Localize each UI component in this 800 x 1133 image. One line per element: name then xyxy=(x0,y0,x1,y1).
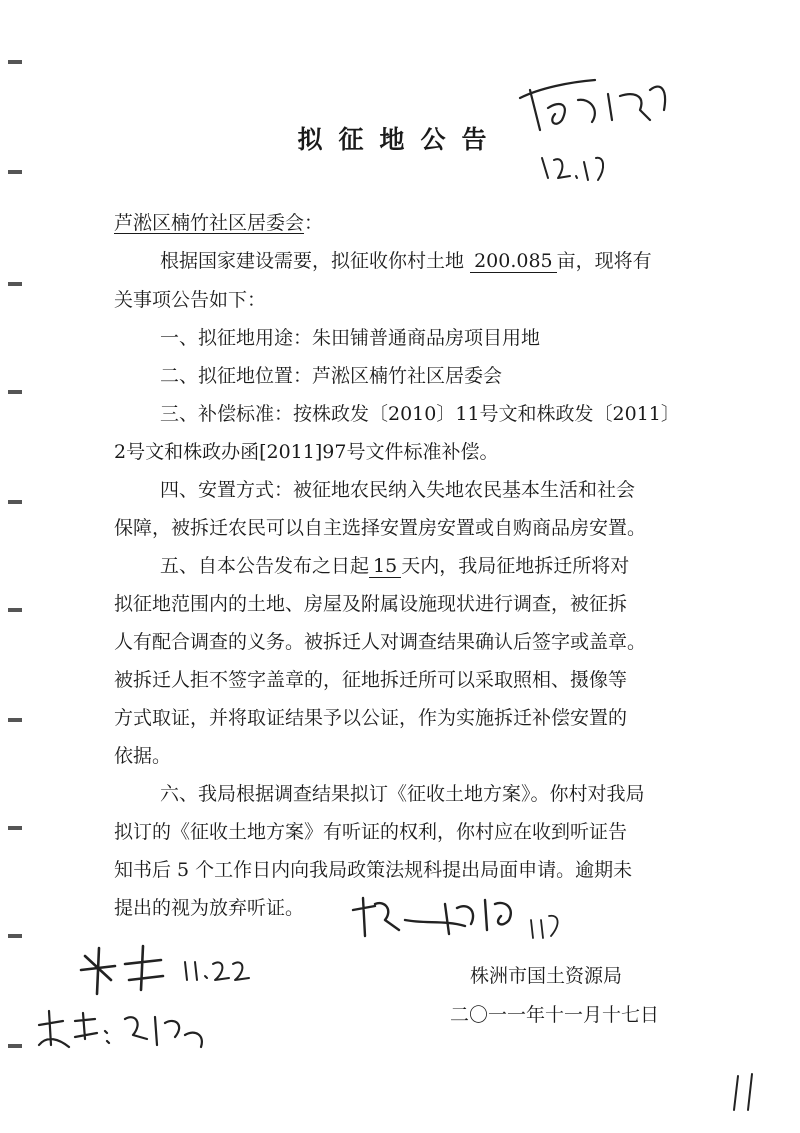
item-6-line-2: 拟订的《征收土地方案》有听证的权利，你村应在收到听证告 xyxy=(114,821,628,843)
document-title: 拟征地公告 xyxy=(297,125,503,154)
approval-date-text xyxy=(185,960,219,974)
item-6-line-4: 提出的视为放弃听证。 xyxy=(114,897,305,919)
item-5-line-4: 被拆迁人拒不签字盖章的，征地拆迁所可以采取照相、摄像等 xyxy=(114,669,628,691)
addressee: 芦淞区楠竹社区居委会 xyxy=(114,212,305,234)
intro-text-post: 亩，现将有 xyxy=(556,250,652,272)
item-6-line-1: 六、我局根据调查结果拟订《征收土地方案》。你村对我局 xyxy=(160,783,645,805)
binder-mark xyxy=(8,934,22,938)
addressee-line xyxy=(114,208,323,235)
days-value: 15 xyxy=(369,555,401,578)
binder-mark xyxy=(8,390,22,394)
signature-mid-date-text xyxy=(530,918,564,932)
addressee-colon: ： xyxy=(304,212,324,234)
binder-mark xyxy=(8,60,22,64)
issue-date: 二〇一一年十一月十七日 xyxy=(450,1004,660,1026)
land-area-value: 200.085 xyxy=(470,250,557,273)
page-number-text xyxy=(730,1080,745,1094)
binder-mark xyxy=(8,608,22,612)
item-6-line-3: 知书后 5 个工作日内向我局政策法规科提出局面申请。逾期未 xyxy=(114,859,633,881)
item-1: 一、拟征地用途：朱田铺普通商品房项目用地 xyxy=(160,327,541,349)
intro-line-2: 关事项公告如下： xyxy=(114,289,267,311)
binder-mark xyxy=(8,718,22,722)
item-5-text-post: 天内，我局征地拆迁所将对 xyxy=(401,555,630,577)
issuer: 株洲市国土资源局 xyxy=(470,965,623,987)
intro-text: 根据国家建设需要，拟征收你村土地 xyxy=(160,250,465,272)
page-number-handwritten xyxy=(730,1070,770,1120)
item-3-line-1: 三、补偿标准：按株政发〔2010〕11号文和株政发〔2011〕 xyxy=(160,403,680,425)
binder-mark xyxy=(8,282,22,286)
item-5-line-2: 拟征地范围内的土地、房屋及附属设施现状进行调查，被征拆 xyxy=(114,593,628,615)
handwritten-approval xyxy=(75,940,255,1000)
handwritten-date-top-text xyxy=(540,152,580,168)
drafter-label-text xyxy=(40,1018,88,1035)
item-4-line-2: 保障，被拆迁农民可以自主选择安置房安置或自购商品房安置。 xyxy=(114,517,647,539)
item-5-line-1 xyxy=(160,551,629,578)
item-5-line-3: 人有配合调查的义务。被拆迁人对调查结果确认后签字或盖章。 xyxy=(114,631,647,653)
binder-mark xyxy=(8,170,22,174)
item-5-text: 五、自本公告发布之日起 xyxy=(160,555,370,577)
item-2: 二、拟征地位置：芦淞区楠竹社区居委会 xyxy=(160,365,503,387)
binder-mark xyxy=(8,826,22,830)
item-4-line-1: 四、安置方式：被征地农民纳入失地农民基本生活和社会 xyxy=(160,479,636,501)
binder-mark xyxy=(8,1044,22,1048)
item-5-line-6: 依据。 xyxy=(114,745,172,767)
intro-line-1 xyxy=(160,246,652,273)
item-3-line-2: 2号文和株政办函[2011]97号文件标准补偿。 xyxy=(114,441,499,463)
item-5-line-5: 方式取证，并将取证结果予以公证，作为实施拆迁补偿安置的 xyxy=(114,707,628,729)
binder-mark xyxy=(8,500,22,504)
